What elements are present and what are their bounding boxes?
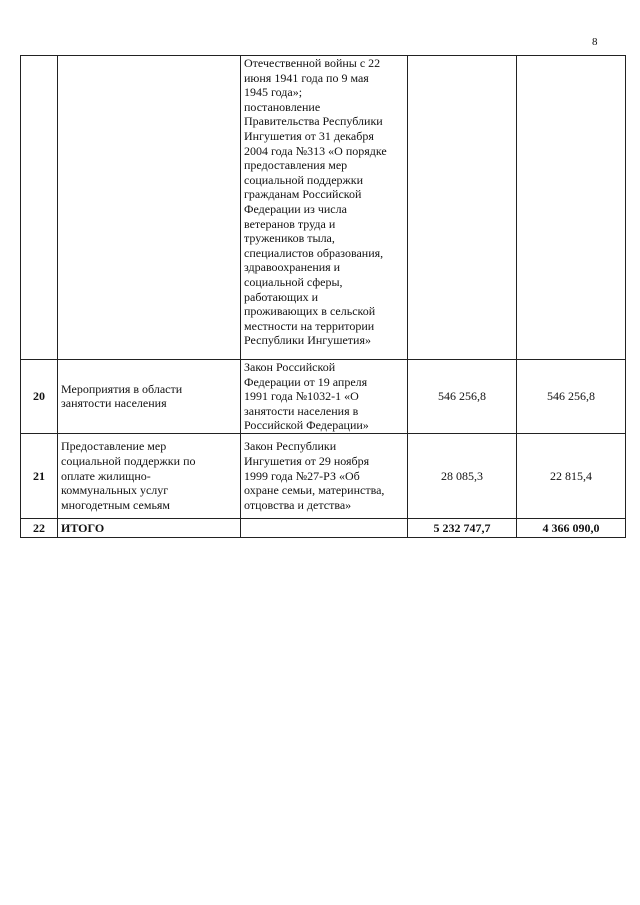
legal-basis-text: Отечественной войны с 22 июня 1941 года по 9 мая 1945 года»; постановление Правительства Республики Ингушетия от 31 декабря 2004 года №313 «О порядке предоставления мер социальной поддержки гражданам Российской Федерации из числа ветеранов труда и тружеников тыла, специалистов образования, здравоохранения и социальной сферы, работающих и проживающих в сельской местности на территории Республики Ингушетия»	[244, 56, 387, 348]
table-row-total	[21, 518, 626, 537]
amount-1: 28 085,3	[408, 433, 517, 518]
amount-2: 546 256,8	[517, 360, 626, 434]
legal-basis-text: Закон Российской Федерации от 19 апреля 1991 года №1032-1 «О занятости населения в Российской Федерации»	[244, 360, 369, 433]
amount-cell-2	[517, 56, 626, 360]
total-label: ИТОГО	[58, 518, 241, 537]
legal-basis-text: Закон Республики Ингушетия от 29 ноября 1999 года №27-РЗ «Об охране семьи, материнства, отцовства и детства»	[244, 439, 385, 512]
legal-basis-cell	[241, 360, 408, 434]
legal-basis-cell	[241, 56, 408, 360]
row-number: 22	[21, 518, 58, 537]
page-number: 8	[592, 36, 598, 48]
amount-cell-1	[408, 56, 517, 360]
row-number: 21	[21, 433, 58, 518]
legal-basis-cell	[241, 518, 408, 537]
legal-basis-cell	[241, 433, 408, 518]
row-number-cell	[21, 56, 58, 360]
amount-2: 22 815,4	[517, 433, 626, 518]
total-amount-2: 4 366 090,0	[517, 518, 626, 537]
total-amount-1: 5 232 747,7	[408, 518, 517, 537]
measure-name: Мероприятия в области занятости населения	[61, 381, 183, 411]
measure-name-cell	[58, 56, 241, 360]
table-row-continuation	[21, 56, 626, 360]
measure-name-cell	[58, 360, 241, 434]
table-row	[21, 433, 626, 518]
table-row	[21, 360, 626, 434]
amount-1: 546 256,8	[408, 360, 517, 434]
budget-table	[20, 55, 626, 538]
row-number: 20	[21, 360, 58, 434]
measure-name: Предоставление мер социальной поддержки по оплате жилищно- коммунальных услуг многодетным семьям	[61, 439, 196, 512]
measure-name-cell	[58, 433, 241, 518]
